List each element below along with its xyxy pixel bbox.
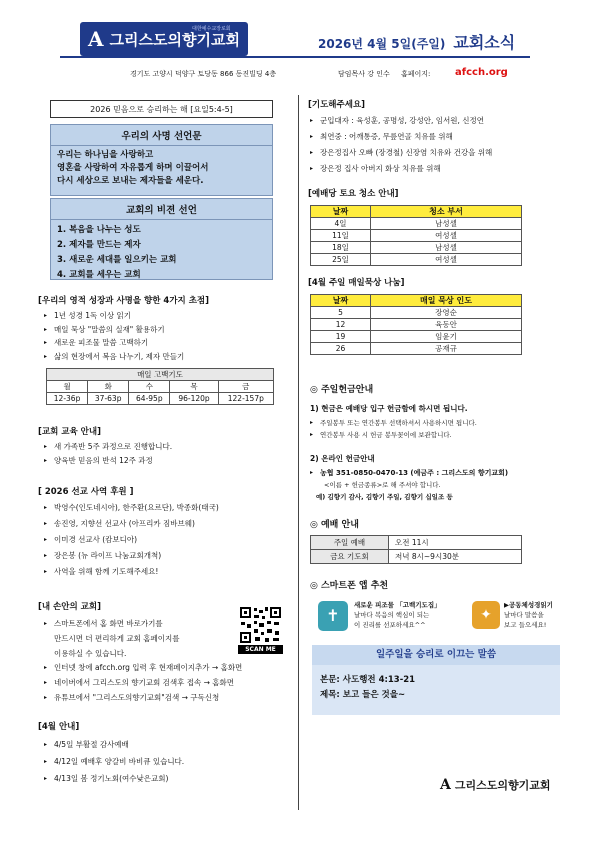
- list-item: ▸ 양육반 믿음의 반석 12주 과정: [44, 454, 293, 468]
- pastor-name: [338, 69, 430, 79]
- list-item: ▸ 4/5일 부활절 감사예배: [44, 736, 293, 753]
- prayer-book-app-text: [354, 600, 469, 630]
- list-item: ▸ 이미경 선교사 (캄보디아): [44, 532, 293, 548]
- table-cell: 육동안: [371, 319, 522, 331]
- prayer-title: [기도해주세요]: [308, 100, 366, 110]
- cleaning-table: [310, 205, 522, 266]
- vision-statement: [50, 198, 273, 280]
- meditation-table: [310, 294, 522, 355]
- mission-statement: [50, 124, 273, 196]
- offering-title: ◎ 주일헌금안내: [310, 385, 374, 395]
- logo-text: 그리스도의향기교회: [109, 30, 240, 49]
- church-in-hand-section: [38, 600, 238, 661]
- list-item: ▸ 인터넷 창에 afcch.org 입력 후 현재페이지추가 → 홈화면: [44, 660, 293, 675]
- bible-reading-app-text: [504, 600, 564, 630]
- table-header: 날짜: [311, 295, 371, 307]
- logo-a-icon: A: [88, 27, 104, 51]
- list-item: ▸ 유튜브에서 "그리스도의향기교회"검색 → 구독신청: [44, 690, 293, 705]
- vision-line: 3. 새로운 세대를 일으키는 교회: [57, 255, 177, 265]
- table-cell: 여성셀: [371, 254, 522, 266]
- footer-logo: [440, 777, 551, 793]
- app-left-title: 새로운 피조물 「고백기도집」: [354, 601, 441, 609]
- table-cell: 26: [311, 343, 371, 355]
- worship-table: [310, 535, 522, 564]
- table-cell: 12: [311, 319, 371, 331]
- prayer-section: [308, 98, 578, 177]
- year-verse: 2026 믿음으로 승리하는 해 [요일5:4-5]: [50, 100, 273, 118]
- homepage-label: 홈페이지:: [400, 70, 431, 78]
- prayer-book-app-icon[interactable]: ✝: [318, 601, 348, 631]
- footer-logo-text: 그리스도의향기교회: [454, 779, 551, 792]
- list-item: ▸ 장은정집사 오빠 (장경철) 신장염 치유와 건강을 위해: [310, 145, 578, 161]
- table-cell: 4일: [311, 218, 371, 230]
- table-cell: 목: [170, 381, 218, 393]
- list-item: ▸ 주일봉투 또는 연간봉투 선택하셔서 사용하시면 됩니다.: [310, 417, 585, 429]
- vision-title: 교회의 비젼 선언: [51, 199, 272, 220]
- app-right-line: 보고 들으세요!: [504, 621, 547, 629]
- vision-line: 4. 교회를 세우는 교회: [57, 270, 141, 280]
- list-item: ▸ 장은정 집사 아버지 화상 치유를 위해: [310, 161, 578, 177]
- table-cell: 금: [218, 381, 273, 393]
- app-left-line: 이 진리를 선포하세요^^: [354, 621, 426, 629]
- worship-title: ◎ 예배 안내: [310, 520, 359, 530]
- bulletin-title: 교회소식: [453, 33, 516, 52]
- list-item: ▸ 장은봉 (뉴 라이프 나눔교회개척): [44, 548, 293, 564]
- april-title: [4월 안내]: [38, 722, 80, 732]
- mission-title: 우리의 사명 선언문: [51, 125, 272, 146]
- table-cell: 남성셀: [371, 218, 522, 230]
- app-left-line: 날마다 복음의 핵심이 되는: [354, 611, 430, 619]
- table-cell: 18일: [311, 242, 371, 254]
- offering-example: 예) 김향기 감사, 김향기 주일, 김향기 십일조 등: [316, 493, 453, 501]
- april-section: [38, 720, 293, 787]
- list-item: ▸ 사역을 위해 함께 기도해주세요!: [44, 564, 293, 580]
- table-cell: 금요 기도회: [311, 550, 389, 564]
- table-cell: 화: [88, 381, 129, 393]
- weekly-word-title: 일주일을 승리로 이끄는 말씀: [312, 645, 560, 665]
- education-title: [교회 교육 안내]: [38, 427, 101, 437]
- qr-code-icon[interactable]: [238, 605, 283, 645]
- list-item: ▸ 스마트폰에서 홈 화면 바로가기를: [44, 619, 163, 628]
- table-cell: 남성셀: [371, 242, 522, 254]
- list-item: ▸ 군입대자 : 육성훈, 공명성, 강성안, 임서원, 신정연: [310, 113, 578, 129]
- vision-line: 2. 제자를 만드는 제자: [57, 240, 141, 250]
- table-cell: 11일: [311, 230, 371, 242]
- table-cell: 수: [129, 381, 170, 393]
- bulletin-date-title: [318, 30, 515, 53]
- cleaning-title: [예배당 토요 청소 안내]: [308, 189, 399, 199]
- column-divider: [298, 95, 299, 810]
- table-cell: 64-95p: [129, 393, 170, 405]
- mission-support-section: [38, 485, 293, 580]
- paragraph-line: 이용하실 수 있습니다.: [54, 649, 127, 658]
- bible-reading-app-icon[interactable]: ✦: [472, 601, 500, 629]
- mission-line: 영혼을 사랑하여 자유롭게 하며 이끌어서: [57, 163, 209, 173]
- list-item: ▸ 박영수(인도네시아), 한주환(요르단), 박종화(태국): [44, 500, 293, 516]
- list-item: ▸ 네이버에서 그리스도의 향기교회 검색후 접속 → 홈화면: [44, 675, 293, 690]
- list-item: ▸ 최연중 : 어깨통증, 무릎연골 치유를 위해: [310, 129, 578, 145]
- table-cell: 오전 11시: [389, 536, 522, 550]
- offering-online-title: 2) 온라인 헌금안내: [310, 454, 375, 463]
- table-cell: 122-157p: [218, 393, 273, 405]
- sermon-text: 본문: 사도행전 4:13-21: [320, 675, 416, 685]
- church-in-hand-title: [내 손안의 교회]: [38, 602, 101, 612]
- table-cell: 저녁 8시~9시30분: [389, 550, 522, 564]
- pastor-text: 담임목사 강 인수: [338, 70, 390, 78]
- mission-line: 다시 세상으로 보내는 제자들을 세운다.: [57, 176, 204, 186]
- table-cell: 96-120p: [170, 393, 218, 405]
- list-item: ▸ 4/13일 봄 정기노회(여수낮은교회): [44, 770, 293, 787]
- table-cell: 5: [311, 307, 371, 319]
- paragraph-line: 스마트폰에서 홈 화면 바로가기를: [54, 619, 163, 628]
- list-item: ▸ 새 가족반 5주 과정으로 진행합니다.: [44, 440, 293, 454]
- account-note: <이름 + 헌금종류>로 해 주셔야 합니다.: [324, 481, 441, 489]
- header-divider: [60, 56, 530, 58]
- list-item: ▸ 매일 묵상 "말씀의 실재" 활용하기: [44, 323, 293, 337]
- mission-support-title: [ 2026 선교 사역 후원 ]: [38, 487, 134, 497]
- mission-line: 우리는 하나님을 사랑하고: [57, 150, 154, 160]
- table-cell: 월: [47, 381, 88, 393]
- table-cell: 여성셀: [371, 230, 522, 242]
- table-cell: 장영순: [371, 307, 522, 319]
- table-cell: 주일 예배: [311, 536, 389, 550]
- list-item: ▸ 연간봉투 사용 시 헌금 봉투꽂이에 보관합니다.: [310, 429, 585, 441]
- logo-small-text: 대한예수교장로회: [192, 26, 231, 32]
- list-item: ▸ 송진영, 지향선 선교사 (아프리카 짐바브웨): [44, 516, 293, 532]
- account-number: ▸ 농협 351-0850-0470-13 (예금주 : 그리스도의 향기교회): [310, 467, 585, 479]
- scan-me-label: SCAN ME: [238, 645, 283, 654]
- table-cell: 12-36p: [47, 393, 88, 405]
- app-title: ◎ 스마트폰 앱 추천: [310, 581, 389, 591]
- table-header: 날짜: [311, 206, 371, 218]
- focus-section: [38, 294, 293, 363]
- table-cell: 25일: [311, 254, 371, 266]
- focus-title: [우리의 영적 성장과 사명을 향한 4가지 초점]: [38, 296, 210, 306]
- education-section: [38, 425, 293, 467]
- table-cell: 임윤기: [371, 331, 522, 343]
- table-header: 매일 묵상 인도: [371, 295, 522, 307]
- list-item: ▸ 삶의 현장에서 복음 나누기, 제자 만들기: [44, 350, 293, 364]
- bulletin-date: 2026년 4월 5일(주일): [318, 37, 446, 51]
- church-address: 경기도 고양시 덕양구 토당동 866 동진빌딩 4층: [130, 70, 277, 78]
- offering-cash-title: 1) 현금은 예배당 입구 헌금함에 하시면 됩니다.: [310, 404, 468, 413]
- list-item: ▸ 4/12일 예배후 양갈비 바비큐 있습니다.: [44, 753, 293, 770]
- table-header: 청소 부서: [371, 206, 522, 218]
- app-recommendation: [312, 595, 557, 637]
- app-right-line: 날마다 말씀을: [504, 611, 544, 619]
- table-cell: 37-63p: [88, 393, 129, 405]
- paragraph-line: 만드시면 더 편리하게 교회 홈페이지를: [54, 634, 180, 643]
- church-logo: [80, 22, 248, 56]
- homepage-link[interactable]: afcch.org: [455, 67, 508, 78]
- table-cell: 19: [311, 331, 371, 343]
- list-item: ▸ 1년 성경 1독 이상 읽기: [44, 309, 293, 323]
- table-cell: 공재규: [371, 343, 522, 355]
- meditation-title: [4월 주일 매일묵상 나눔]: [308, 278, 405, 288]
- daily-prayer-table: [46, 368, 274, 405]
- app-right-title: ▶공동체성경읽기: [504, 601, 553, 609]
- church-in-hand-list: [38, 660, 293, 705]
- sermon-subject: 제목: 보고 들은 것을~: [320, 690, 406, 700]
- list-item: ▸ 새로운 피조물 말씀 고백하기: [44, 336, 293, 350]
- vision-line: 1. 복음을 나누는 성도: [57, 225, 141, 235]
- prayer-table-title: 매일 고백기도: [47, 369, 274, 381]
- weekly-word-box: [312, 645, 560, 715]
- footer-logo-a-icon: A: [440, 777, 451, 793]
- offering-section: [310, 382, 585, 503]
